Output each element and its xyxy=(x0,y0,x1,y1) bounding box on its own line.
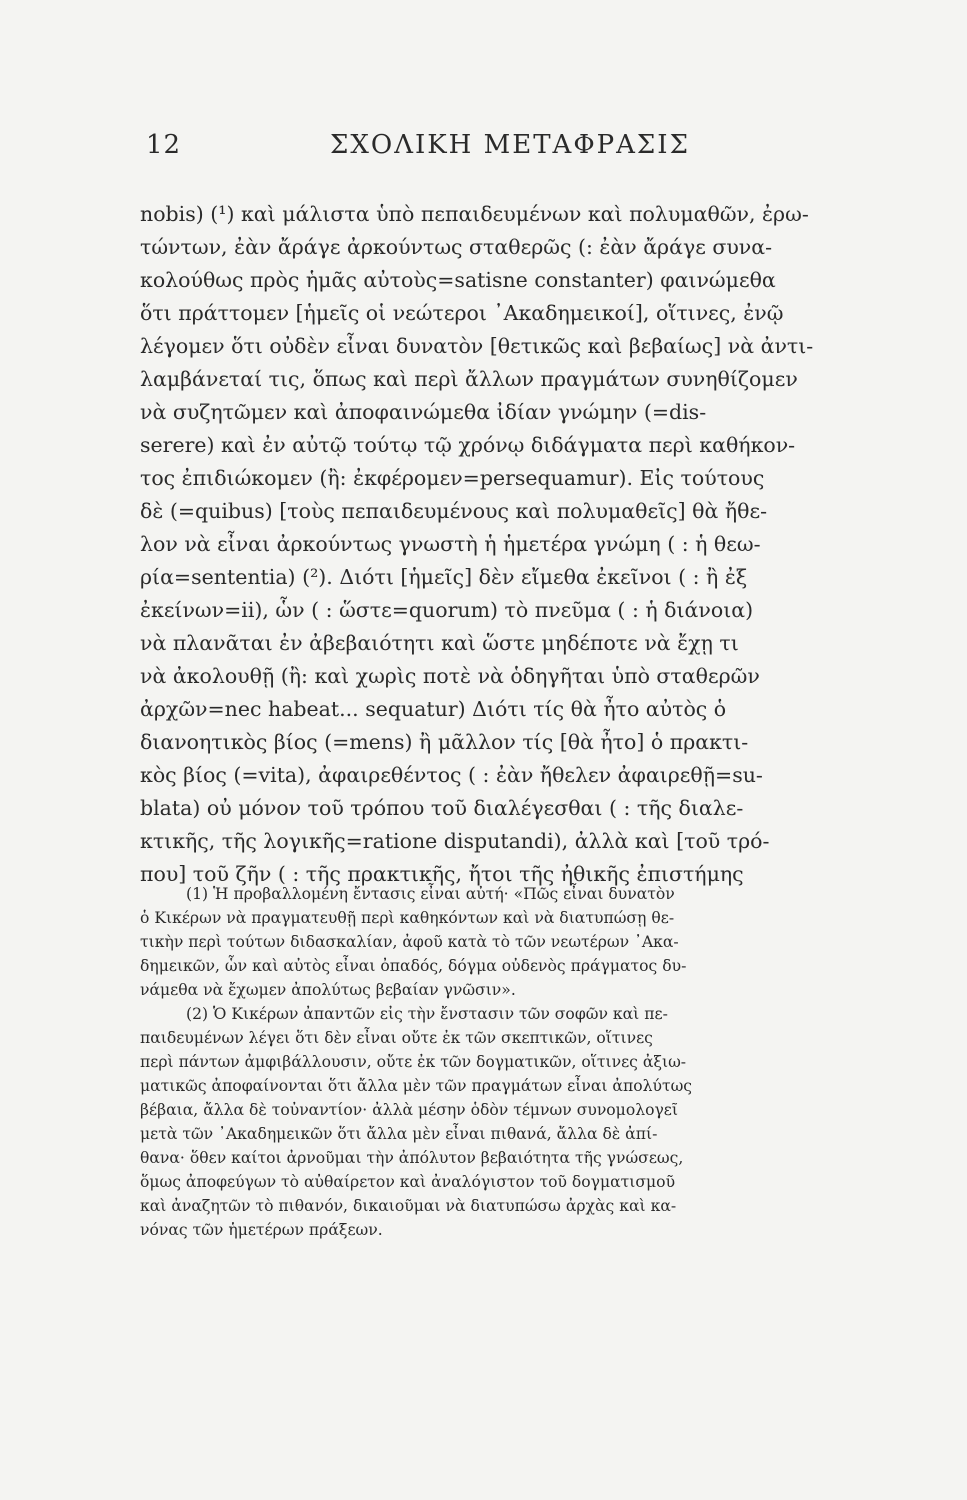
footnote-line: δημεικῶν, ὧν καὶ αὐτὸς εἶναι ὀπαδός, δόγμα οὐδενὸς πράγματος δυ- xyxy=(140,957,687,975)
footnote-line: καὶ ἀναζητῶν τὸ πιθανόν, δικαιοῦμαι νὰ διατυπώσω ἀρχὰς καὶ κα- xyxy=(140,1197,677,1215)
text-line: τώντων, ἐὰν ἄράγε ἀρκούντως σταθερῶς (: ἐὰν ἄράγε συνα- xyxy=(140,235,773,259)
text-line: ἐκείνων=ii), ὧν ( : ὥστε=quorum) τὸ πνεῦμα ( : ἡ διάνοια) xyxy=(140,598,754,622)
footnote-line: παιδευμένων λέγει ὅτι δὲν εἶναι οὔτε ἐκ τῶν σκεπτικῶν, οἵτινες xyxy=(140,1029,653,1047)
text-line: νὰ συζητῶμεν καὶ ἀποφαινώμεθα ἰδίαν γνώμην (=dis- xyxy=(140,400,707,424)
footnote-line: βέβαια, ἄλλα δὲ τοὐναντίον· ἀλλὰ μέσην ὁδὸν τέμνων συνομολογεῖ xyxy=(140,1101,678,1119)
text-line: serere) καὶ ἐν αὐτῷ τούτῳ τῷ χρόνῳ διδάγματα περὶ καθήκον- xyxy=(140,433,796,457)
footnote-line: ὅμως ἀποφεύγων τὸ αὐθαίρετον καὶ ἀναλόγιστον τοῦ δογματισμοῦ xyxy=(140,1173,676,1191)
text-line: κὸς βίος (=vita), ἀφαιρεθέντος ( : ἐὰν ἤθελεν ἀφαιρεθῇ=su- xyxy=(140,763,763,787)
text-line: δὲ (=quibus) [τοὺς πεπαιδευμένους καὶ πολυμαθεῖς] θὰ ἤθε- xyxy=(140,499,768,523)
footnote-line: ὁ Κικέρων νὰ πραγματευθῇ περὶ καθηκόντων καὶ νὰ διατυπώσῃ θε- xyxy=(140,909,675,927)
text-line: ὅτι πράττομεν [ἡμεῖς οἱ νεώτεροι ᾿Ακαδημεικοί], οἵτινες, ἐνῷ xyxy=(140,301,784,325)
running-title: ΣΧΟΛΙΚΗ ΜΕΤΑΦΡΑΣΙΣ xyxy=(330,130,690,160)
text-line: κτικῆς, τῆς λογικῆς=ratione disputandi), ἀλλὰ καὶ [τοῦ τρό- xyxy=(140,829,770,853)
text-line: διανοητικὸς βίος (=mens) ἢ μᾶλλον τίς [θὰ ἦτο] ὁ πρακτι- xyxy=(140,730,749,754)
footnote-line: περὶ πάντων ἀμφιβάλλουσιν, οὔτε ἐκ τῶν δογματικῶν, οἵτινες ἀξιω- xyxy=(140,1053,687,1071)
text-line: νὰ πλανᾶται ἐν ἀβεβαιότητι καὶ ὥστε μηδέποτε νὰ ἔχῃ τι xyxy=(140,631,739,655)
text-line: ἀρχῶν=nec habeat... sequatur) Διότι τίς θὰ ἦτο αὐτὸς ὁ xyxy=(140,697,727,721)
text-line: τος ἐπιδιώκομεν (ἢ: ἐκφέρομεν=persequamur). Εἰς τούτους xyxy=(140,466,765,490)
footnote-line: (2) Ὁ Κικέρων ἀπαντῶν εἰς τὴν ἔνστασιν τῶν σοφῶν καὶ πε- xyxy=(186,1005,668,1023)
footnote-line: (1) Ἡ προβαλλομένη ἔντασις εἶναι αὐτή· «Πῶς εἶναι δυνατὸν xyxy=(186,885,675,903)
footnote-line: θανα· ὅθεν καίτοι ἀρνοῦμαι τὴν ἀπόλυτον βεβαιότητα τῆς γνώσεως, xyxy=(140,1149,684,1167)
footnote-line: ματικῶς ἀποφαίνονται ὅτι ἄλλα μὲν τῶν πραγμάτων εἶναι ἀπολύτως xyxy=(140,1077,693,1095)
page-number: 12 xyxy=(146,130,182,160)
text-line: ρία=sententia) (²). Διότι [ἡμεῖς] δὲν εἴμεθα ἐκεῖνοι ( : ἢ ἐξ xyxy=(140,565,748,589)
footnote-line: νάμεθα νὰ ἔχωμεν ἀπολύτως βεβαίαν γνῶσιν». xyxy=(140,981,516,999)
main-text xyxy=(140,198,866,891)
footnote-line: νόνας τῶν ἡμετέρων πράξεων. xyxy=(140,1221,383,1239)
text-line: nobis) (¹) καὶ μάλιστα ὑπὸ πεπαιδευμένων καὶ πολυμαθῶν, ἐρω- xyxy=(140,202,809,226)
footnote-line: μετὰ τῶν ᾿Ακαδημεικῶν ὅτι ἄλλα μὲν εἶναι πιθανά, ἄλλα δὲ ἀπί- xyxy=(140,1125,658,1143)
text-line: κολούθως πρὸς ἡμᾶς αὐτοὺς=satisne constanter) φαινώμεθα xyxy=(140,268,776,292)
text-line: νὰ ἀκολουθῇ (ἢ: καὶ χωρὶς ποτὲ νὰ ὁδηγῆται ὑπὸ σταθερῶν xyxy=(140,664,760,688)
text-line: λον νὰ εἶναι ἀρκούντως γνωστὴ ἡ ἡμετέρα γνώμη ( : ἡ θεω- xyxy=(140,532,761,556)
text-line: λέγομεν ὅτι οὐδὲν εἶναι δυνατὸν [θετικῶς καὶ βεβαίως] νὰ ἀντι- xyxy=(140,334,814,358)
text-line: λαμβάνεταί τις, ὅπως καὶ περὶ ἄλλων πραγμάτων συνηθίζομεν xyxy=(140,367,798,391)
footnotes xyxy=(140,882,870,1242)
text-line: που] τοῦ ζῆν ( : τῆς πρακτικῆς, ἤτοι τῆς ἠθικῆς ἐπιστήμης xyxy=(140,862,744,886)
footnote-line: τικὴν περὶ τούτων διδασκαλίαν, ἀφοῦ κατὰ τὸ τῶν νεωτέρων ᾿Ακα- xyxy=(140,933,679,951)
text-line: blata) οὐ μόνον τοῦ τρόπου τοῦ διαλέγεσθαι ( : τῆς διαλε- xyxy=(140,796,744,820)
